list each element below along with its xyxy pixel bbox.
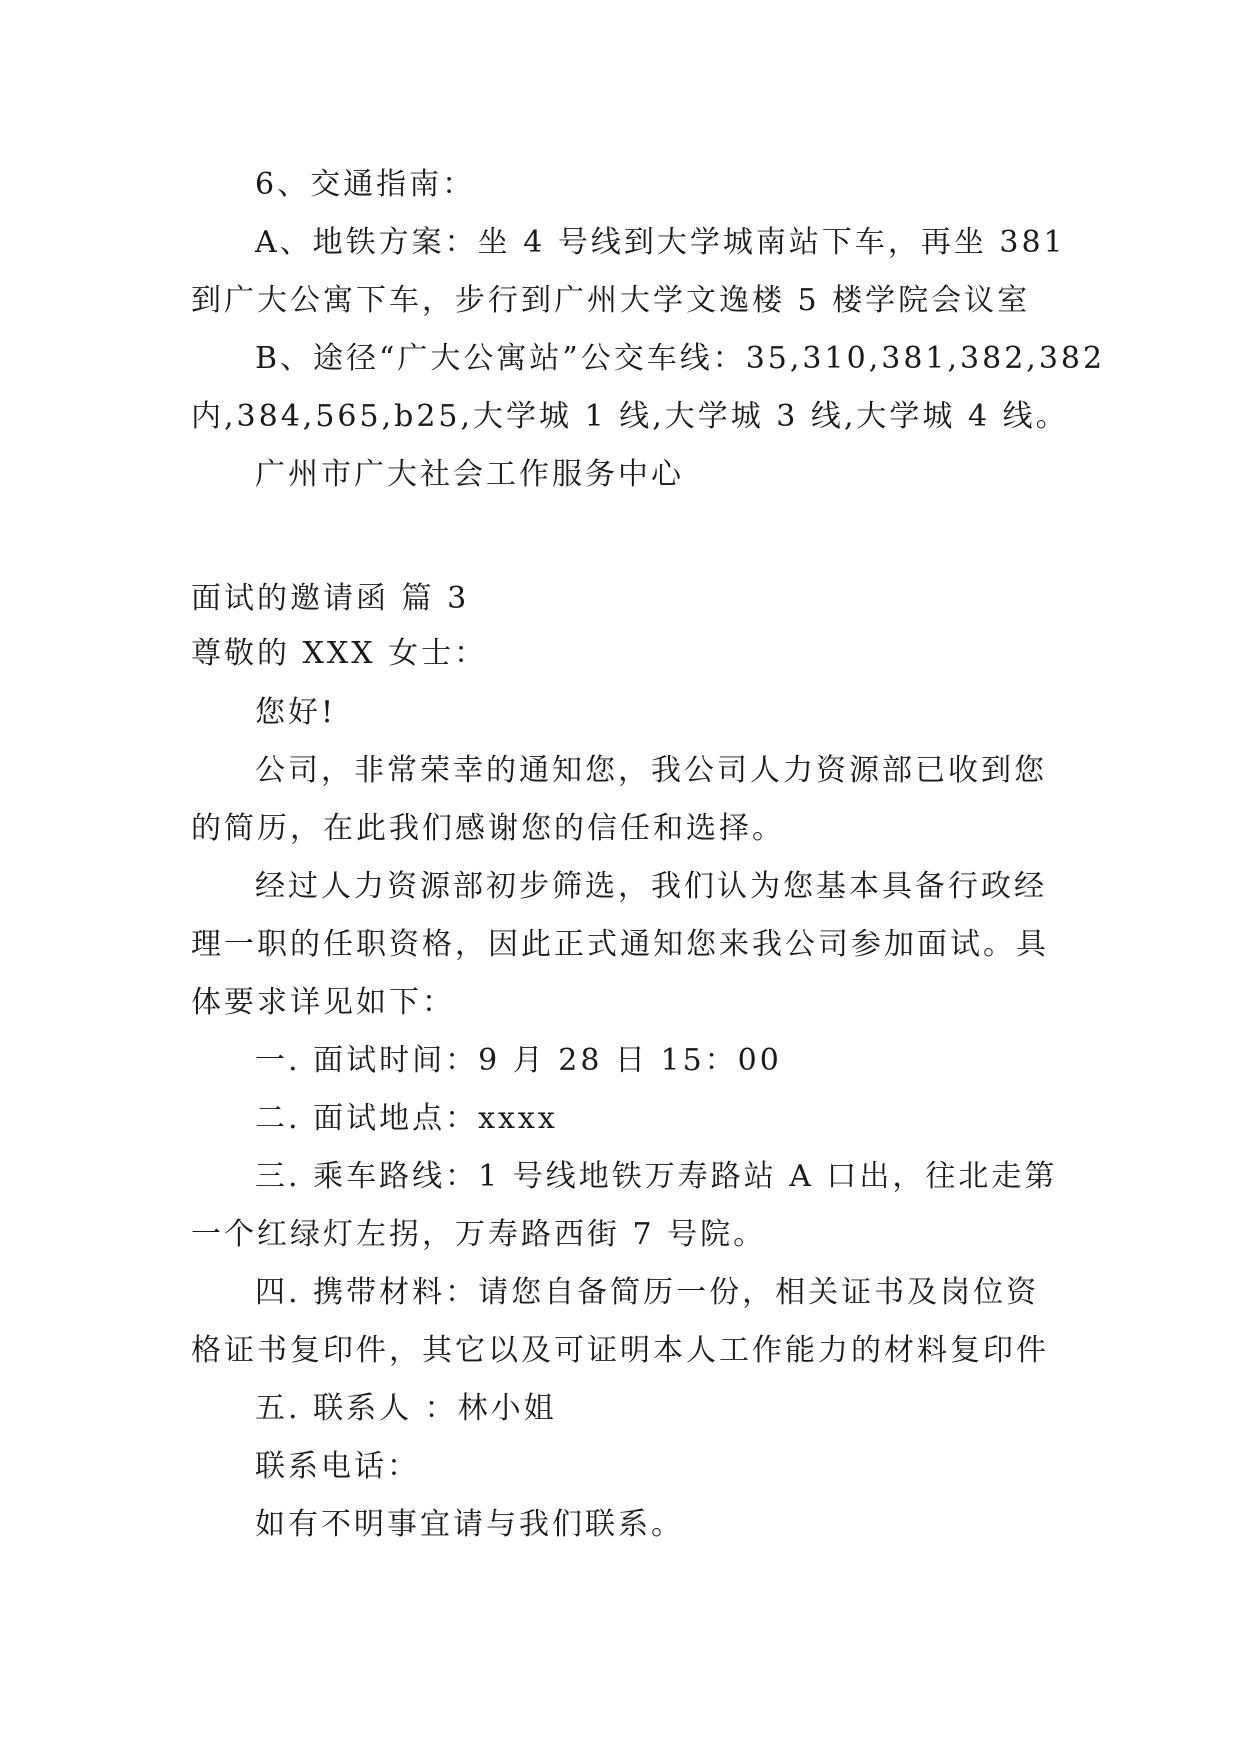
paragraph-line: 经过人力资源部初步筛选，我们认为您基本具备行政经: [255, 869, 1047, 904]
paragraph-line: 格证书复印件，其它以及可证明本人工作能力的材料复印件: [191, 1333, 1049, 1368]
transit-route: 三. 乘车路线：1 号线地铁万寿路站 A 口出，往北走第: [255, 1159, 1058, 1194]
closing-line: 如有不明事宜请与我们联系。: [255, 1507, 684, 1542]
organization-signature: 广州市广大社会工作服务中心: [255, 457, 684, 492]
interview-time: 一. 面试时间：9 月 28 日 15：00: [255, 1043, 782, 1078]
section-gap: [191, 504, 1059, 574]
paragraph-line: 到广大公寓下车，步行到广州大学文逸楼 5 楼学院会议室: [191, 283, 1031, 318]
paragraph-line: B、途径“广大公寓站”公交车线：35,310,381,382,382: [255, 341, 1106, 376]
paragraph-line: 一个红绿灯左拐，万寿路西街 7 号院。: [191, 1217, 767, 1252]
paragraph-line: A、地铁方案：坐 4 号线到大学城南站下车，再坐 381: [255, 225, 1066, 260]
paragraph-line: 的简历，在此我们感谢您的信任和选择。: [191, 811, 785, 846]
salutation: 尊敬的 XXX 女士：: [191, 636, 488, 671]
paragraph-line: 公司，非常荣幸的通知您，我公司人力资源部已收到您: [255, 753, 1047, 788]
section-title: 面试的邀请函 篇 3: [191, 581, 470, 616]
contact-phone: 联系电话：: [255, 1449, 420, 1484]
document-body: [191, 156, 1106, 1554]
paragraph-line: 体要求详见如下：: [191, 985, 455, 1020]
interview-location: 二. 面试地点：xxxx: [255, 1101, 558, 1136]
invitation-section: [191, 574, 1059, 1554]
paragraph-line: 理一职的任职资格，因此正式通知您来我公司参加面试。具: [191, 927, 1049, 962]
greeting: 您好!: [255, 695, 337, 730]
traffic-guide-heading: 6、交通指南：: [255, 167, 476, 202]
contact-person: 五. 联系人 ：林小姐: [255, 1391, 557, 1426]
materials-to-bring: 四. 携带材料：请您自备简历一份，相关证书及岗位资: [255, 1275, 1040, 1310]
traffic-guide-section: [191, 156, 1106, 504]
paragraph-line: 内,384,565,b25,大学城 1 线,大学城 3 线,大学城 4 线。: [191, 399, 1069, 434]
